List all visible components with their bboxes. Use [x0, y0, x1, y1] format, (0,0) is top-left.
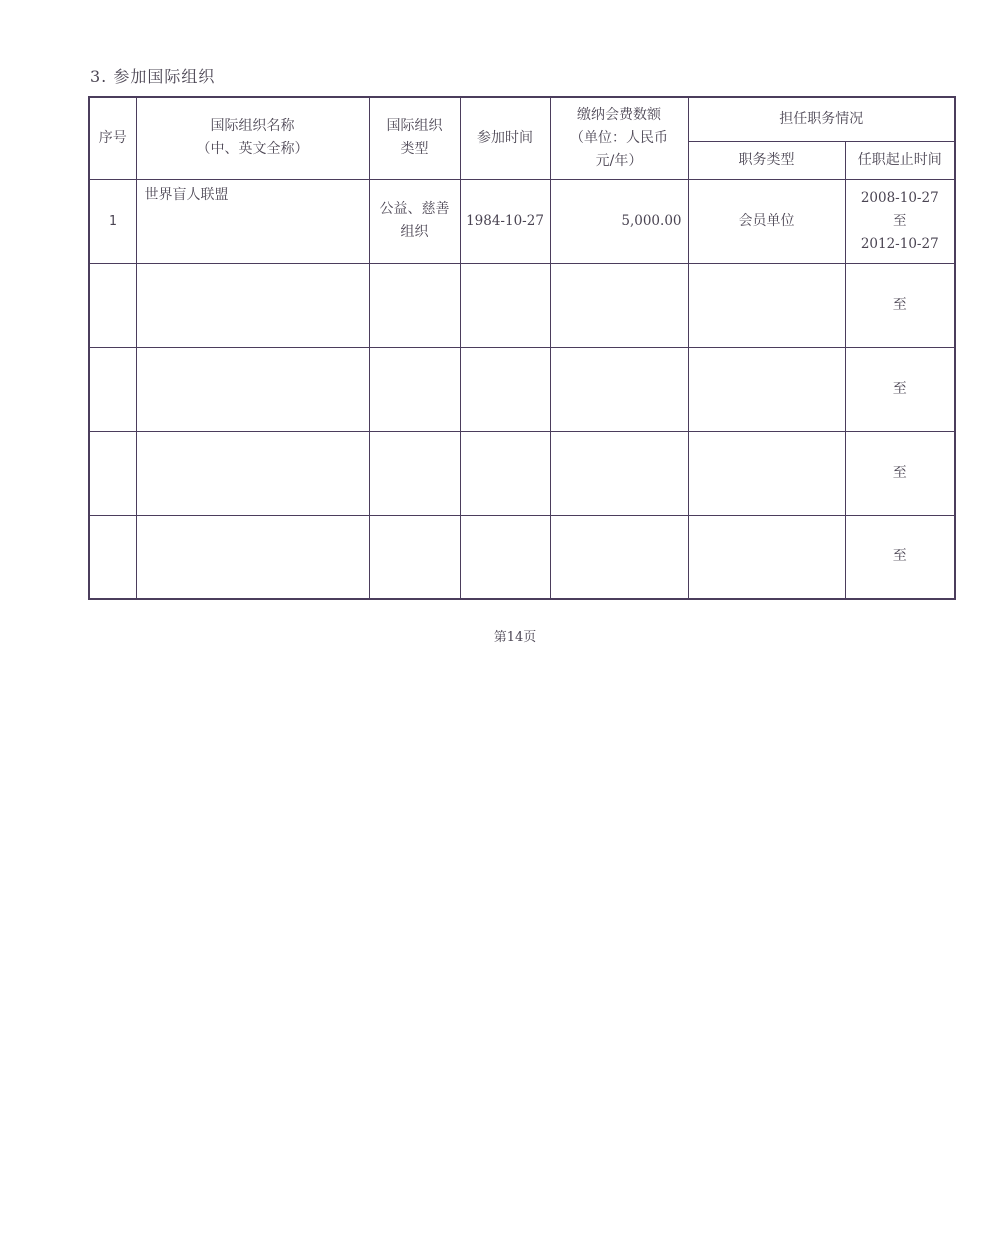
cell-serial [89, 431, 136, 515]
cell-join-date [460, 431, 550, 515]
cell-term [845, 179, 955, 263]
cell-position-type [688, 263, 845, 347]
cell-org-type [369, 515, 460, 599]
table-row [89, 515, 955, 599]
cell-term-to: 至 [845, 347, 955, 431]
header-fee-line2: （单位：人民币 [570, 129, 668, 146]
cell-term-to: 至 [845, 263, 955, 347]
header-org-type-line1: 国际组织 [386, 118, 443, 135]
cell-join-date [460, 263, 550, 347]
cell-join-date [460, 347, 550, 431]
cell-fee: 5,000.00 [550, 179, 688, 263]
cell-org-type-line1: 公益、慈善 [379, 201, 450, 217]
international-organizations-table [88, 96, 956, 600]
cell-term-end: 2012-10-27 [860, 235, 939, 252]
table-row [89, 263, 955, 347]
table-row [89, 347, 955, 431]
header-org-name-line2: （中、英文全称） [196, 141, 309, 158]
cell-org-type [369, 431, 460, 515]
cell-fee [550, 263, 688, 347]
section-title: 3. 参加国际组织 [90, 67, 216, 86]
cell-serial [89, 347, 136, 431]
cell-term-to: 至 [893, 212, 907, 229]
cell-serial: 1 [89, 179, 136, 263]
page-number: 第14页 [493, 630, 537, 645]
cell-org-name [136, 431, 369, 515]
header-fee-line1: 缴纳会费数额 [577, 106, 661, 123]
header-position-type: 职务类型 [688, 141, 845, 179]
header-serial: 序号 [89, 97, 136, 179]
header-org-name-line1: 国际组织名称 [210, 118, 295, 135]
cell-org-type [369, 179, 460, 263]
table-row [89, 179, 955, 263]
header-join-date: 参加时间 [460, 97, 550, 179]
header-org-type-line2: 类型 [400, 141, 429, 158]
cell-join-date [460, 515, 550, 599]
header-org-type [369, 97, 460, 179]
cell-fee [550, 431, 688, 515]
cell-org-type [369, 263, 460, 347]
cell-fee [550, 515, 688, 599]
header-row-1 [89, 97, 955, 141]
cell-term-start: 2008-10-27 [860, 189, 939, 206]
cell-term-to: 至 [845, 431, 955, 515]
cell-serial [89, 515, 136, 599]
cell-fee [550, 347, 688, 431]
cell-org-name [136, 347, 369, 431]
header-term: 任职起止时间 [845, 141, 955, 179]
table-row [89, 431, 955, 515]
cell-join-date: 1984-10-27 [460, 179, 550, 263]
header-fee [550, 97, 688, 179]
cell-position-type [688, 431, 845, 515]
cell-position-type [688, 515, 845, 599]
cell-org-name [136, 263, 369, 347]
header-position-group: 担任职务情况 [688, 97, 955, 141]
cell-serial [89, 263, 136, 347]
cell-org-type [369, 347, 460, 431]
cell-position-type [688, 347, 845, 431]
cell-org-type-line2: 组织 [400, 224, 429, 240]
cell-org-name [136, 515, 369, 599]
cell-term-to: 至 [845, 515, 955, 599]
header-org-name [136, 97, 369, 179]
header-fee-line3: 元/年） [595, 152, 643, 169]
cell-org-name: 世界盲人联盟 [136, 179, 369, 263]
cell-position-type: 会员单位 [688, 179, 845, 263]
